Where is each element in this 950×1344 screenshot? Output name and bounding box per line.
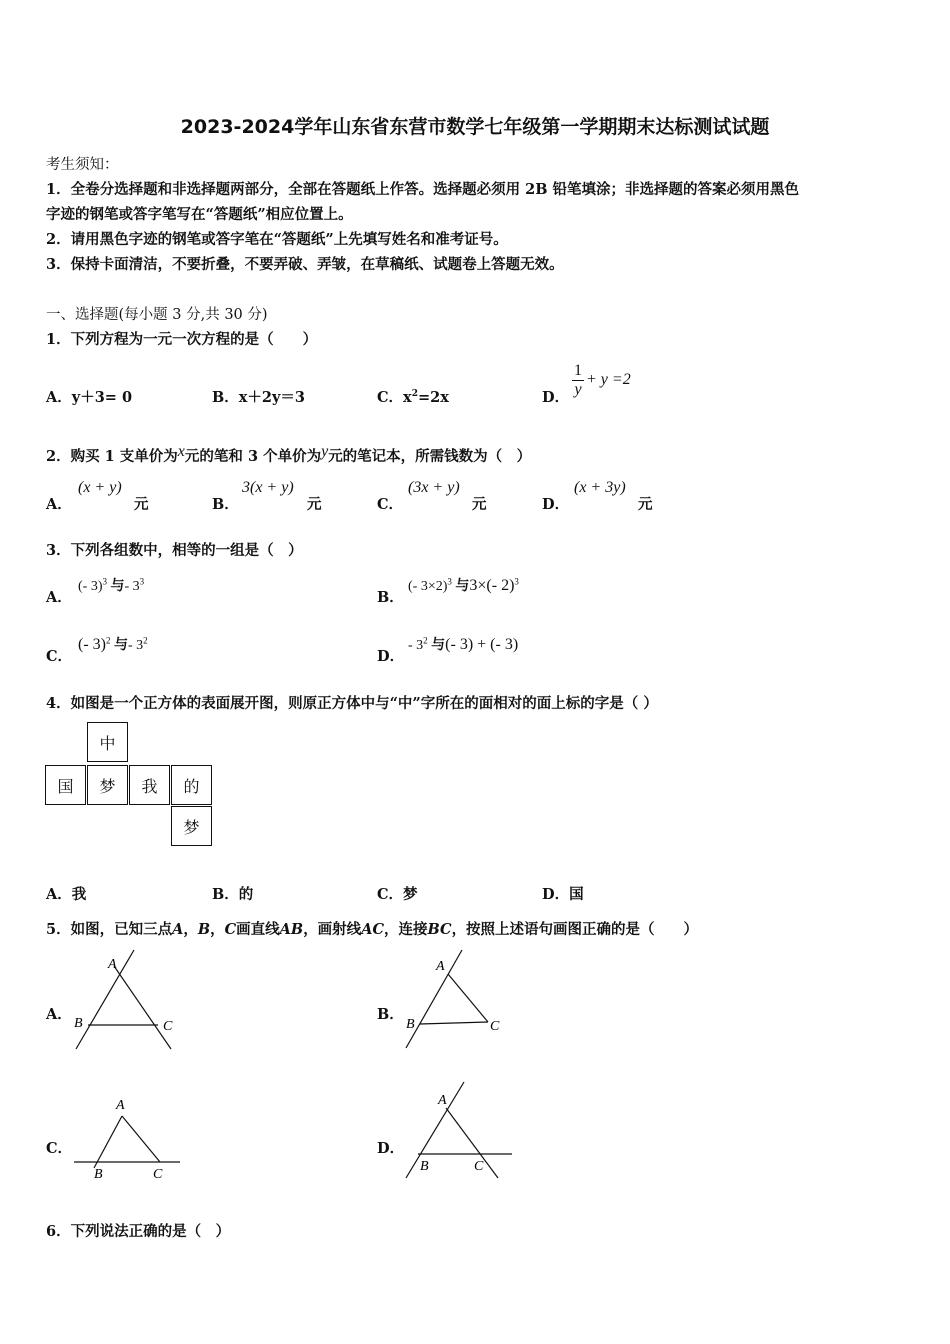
notice-line-1a: 1．全卷分选择题和非选择题两部分，全部在答题纸上作答。选择题必须用 2B 铅笔填涂；非选择题的答案必须用黑色 [46, 181, 800, 198]
q3-option-d-label: D． [377, 648, 405, 665]
q3-option-a-label: A． [46, 589, 72, 606]
q3-option-c-label: C． [46, 648, 73, 665]
q5-figure-d [398, 1078, 518, 1188]
q4-option-b: B．的 [212, 886, 254, 903]
q1-option-d-expression: $\frac{1}{y}$ + y =2 [574, 362, 631, 398]
svg-text:C: C [153, 1167, 163, 1182]
q5-stem: 5．如图，已知三点A，B，C画直线AB，画射线AC，连接BC，按照上述语句画图正确的是（ ） [46, 921, 699, 938]
notice-line-2: 2．请用黑色字迹的钢笔或答字笔在“答题纸”上先填写姓名和准考证号。 [46, 231, 508, 248]
q5-figure-c [66, 1092, 196, 1192]
q1-option-d-label: D． [542, 389, 570, 406]
svg-text:C: C [474, 1159, 484, 1174]
svg-text:A: A [116, 1098, 125, 1113]
q3-option-b: (- 3×2)$^3$ 与3×(- 2)$^3$ [408, 576, 519, 594]
net-cell: 的 [171, 765, 212, 805]
net-cell: 我 [129, 765, 170, 805]
q2-option-a: (x + y) [78, 479, 122, 496]
page-title: 2023-2024学年山东省东营市数学七年级第一学期期末达标测试试题 [180, 116, 770, 138]
q6-stem: 6．下列说法正确的是（ ） [46, 1223, 231, 1240]
q5-figure-a [66, 946, 186, 1056]
q3-option-c: (- 3)$^2$ 与- $3^2$ [78, 635, 148, 653]
svg-text:A: A [438, 1093, 447, 1108]
q1-option-c: C．$x^2=2x$ [377, 389, 449, 406]
notice-heading: 考生须知： [46, 157, 119, 173]
q2-option-c-label: C． [377, 496, 404, 513]
q2-option-a-label: A． [46, 496, 72, 513]
svg-text:B: B [406, 1017, 415, 1032]
q2-option-c-unit: 元 [472, 496, 487, 513]
q5-option-c-label: C． [46, 1140, 73, 1157]
q2-option-c: (3x + y) [408, 479, 460, 496]
net-cell: 国 [45, 765, 86, 805]
svg-text:C: C [490, 1019, 500, 1034]
net-cell: 梦 [171, 806, 212, 846]
q1-stem: 1．下列方程为一元一次方程的是（ ） [46, 331, 318, 348]
q2-option-b-label: B． [212, 496, 239, 513]
q3-option-a: (- 3)$^3$ 与- $3^3$ [78, 576, 145, 594]
net-cell: 中 [87, 722, 128, 762]
notice-line-1b: 字迹的钢笔或答字笔写在“答题纸”相应位置上。 [46, 206, 353, 223]
notice-line-3: 3．保持卡面清洁，不要折叠，不要弄破、弄皱，在草稿纸、试题卷上答题无效。 [46, 256, 564, 273]
section-heading: 一、选择题(每小题 3 分,共 30 分) [46, 307, 268, 323]
q2-option-a-unit: 元 [134, 496, 149, 513]
q5-option-a-label: A． [46, 1006, 72, 1023]
net-cell: 梦 [87, 765, 128, 805]
svg-text:B: B [420, 1159, 429, 1174]
q5-option-b-label: B． [377, 1006, 404, 1023]
svg-text:B: B [74, 1016, 83, 1031]
q4-option-a: A．我 [46, 886, 87, 903]
q2-option-d-label: D． [542, 496, 570, 513]
svg-text:B: B [94, 1167, 103, 1182]
q2-option-d: (x + 3y) [574, 479, 626, 496]
q4-option-c: C．梦 [377, 886, 418, 903]
q2-option-d-unit: 元 [638, 496, 653, 513]
q4-option-d: D．国 [542, 886, 584, 903]
svg-text:C: C [163, 1019, 173, 1034]
q4-stem: 4．如图是一个正方体的表面展开图，则原正方体中与“中”字所在的面相对的面上标的字是（ ） [46, 695, 658, 712]
q2-option-b: 3(x + y) [242, 479, 294, 496]
q1-option-a: A．y＋3= 0 [46, 389, 133, 406]
q3-option-b-label: B． [377, 589, 404, 606]
q5-option-d-label: D． [377, 1140, 405, 1157]
q2-stem: 2．购买 1 支单价为x元的笔和 3 个单价为y元的笔记本，所需钱数为（ ） [46, 443, 532, 465]
q3-stem: 3．下列各组数中，相等的一组是（ ） [46, 542, 303, 559]
q2-option-b-unit: 元 [307, 496, 322, 513]
q5-figure-b [398, 946, 518, 1056]
svg-text:A: A [108, 957, 117, 972]
q3-option-d: - $3^2$ 与(- 3) + (- 3) [408, 635, 519, 653]
q1-option-b: B．x＋2y＝3 [212, 389, 306, 406]
svg-text:A: A [436, 959, 445, 974]
